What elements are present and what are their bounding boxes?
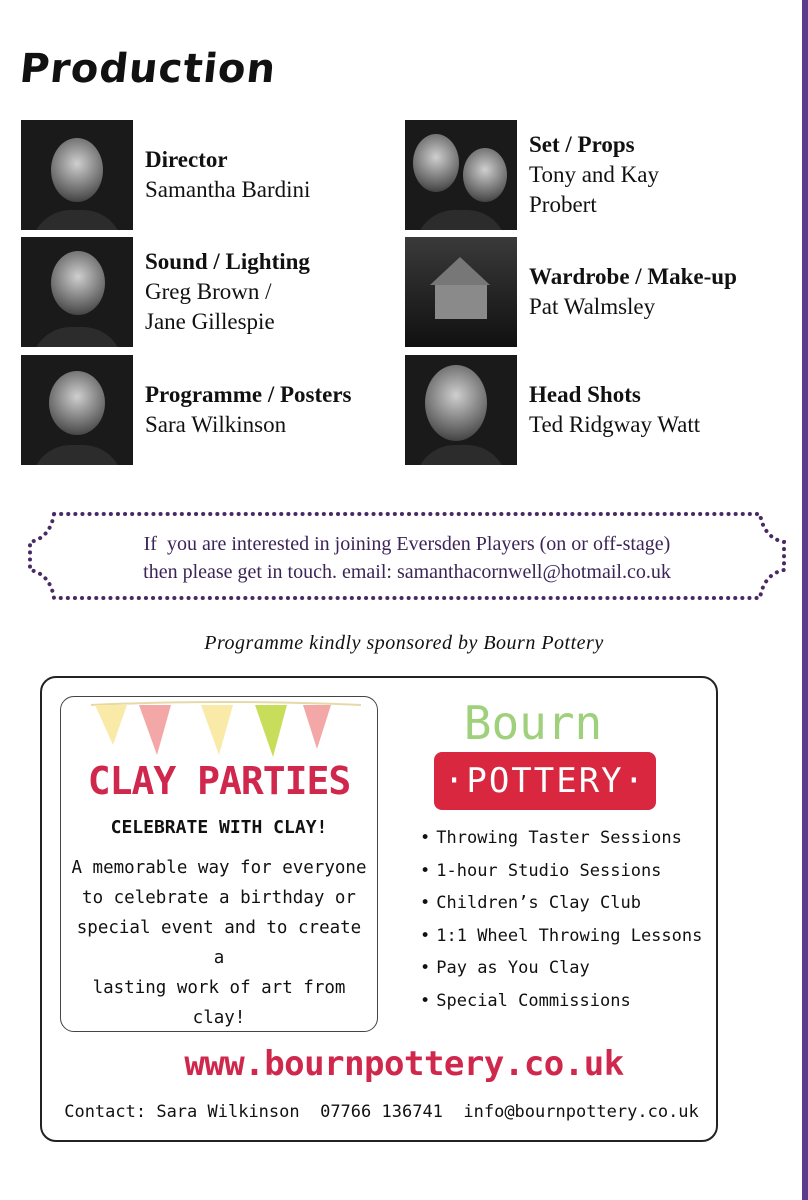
purple-page-edge — [802, 0, 808, 1200]
crew-entry-set-props — [405, 120, 659, 230]
services-list — [420, 828, 702, 1023]
brand-name-bourn: Bourn — [463, 696, 603, 750]
crew-entry-wardrobe-makeup — [405, 237, 737, 347]
join-notice-ticket — [24, 508, 790, 604]
crew-role: Sound / Lighting — [145, 249, 310, 274]
crew-name: Ted Ridgway Watt — [529, 412, 701, 437]
house-photo — [405, 237, 517, 347]
portrait-photo — [21, 355, 133, 465]
website-url: www.bournpottery.co.uk — [184, 1044, 624, 1084]
crew-role: Director — [145, 147, 228, 172]
clay-parties-subtitle: CELEBRATE WITH CLAY! — [110, 817, 328, 838]
bunting-icon — [61, 697, 378, 767]
list-item: • Pay as You Clay — [420, 958, 702, 991]
description-line: special event and to create a — [76, 918, 362, 968]
notice-line-1: If you are interested in joining Eversden Players (on or off-stage) — [143, 533, 671, 555]
crew-entry-head-shots — [405, 355, 700, 465]
clay-parties-panel — [60, 696, 378, 1032]
crew-entry-sound-lighting — [21, 237, 310, 347]
crew-name: Tony and Kay Probert — [529, 162, 659, 217]
clay-parties-title: CLAY PARTIES — [87, 759, 351, 803]
list-item: • Throwing Taster Sessions — [420, 828, 702, 861]
crew-name: Sara Wilkinson — [145, 412, 287, 437]
description-line: to celebrate a birthday or — [82, 888, 356, 908]
clay-parties-description — [67, 853, 371, 1032]
crew-role: Programme / Posters — [145, 382, 352, 407]
description-line: lasting work of art from clay! — [92, 978, 346, 1028]
crew-role: Set / Props — [529, 132, 635, 157]
portrait-photo — [405, 120, 517, 230]
list-item: • 1-hour Studio Sessions — [420, 861, 702, 894]
portrait-photo — [21, 237, 133, 347]
crew-role: Wardrobe / Make-up — [529, 264, 737, 289]
list-item: • Children’s Clay Club — [420, 893, 702, 926]
notice-line-2: then please get in touch. email: samanthacornwell@hotmail.co.uk — [143, 561, 671, 583]
list-item: • 1:1 Wheel Throwing Lessons — [420, 926, 702, 959]
brand-name-pottery-badge: ·POTTERY· — [434, 752, 656, 810]
page-title: Production — [17, 46, 279, 92]
crew-name: Greg Brown / Jane Gillespie — [145, 279, 275, 334]
crew-entry-programme-posters — [21, 355, 352, 465]
list-item: • Special Commissions — [420, 991, 702, 1024]
crew-role: Head Shots — [529, 382, 641, 407]
crew-entry-director — [21, 120, 310, 230]
portrait-photo — [405, 355, 517, 465]
portrait-photo — [21, 120, 133, 230]
crew-name: Samantha Bardini — [145, 177, 311, 202]
contact-line: Contact: Sara Wilkinson 07766 136741 info@bournpottery.co.uk — [64, 1102, 699, 1122]
sponsor-line: Programme kindly sponsored by Bourn Pottery — [204, 632, 604, 654]
crew-name: Pat Walmsley — [529, 294, 656, 319]
description-line: A memorable way for everyone — [71, 858, 367, 878]
